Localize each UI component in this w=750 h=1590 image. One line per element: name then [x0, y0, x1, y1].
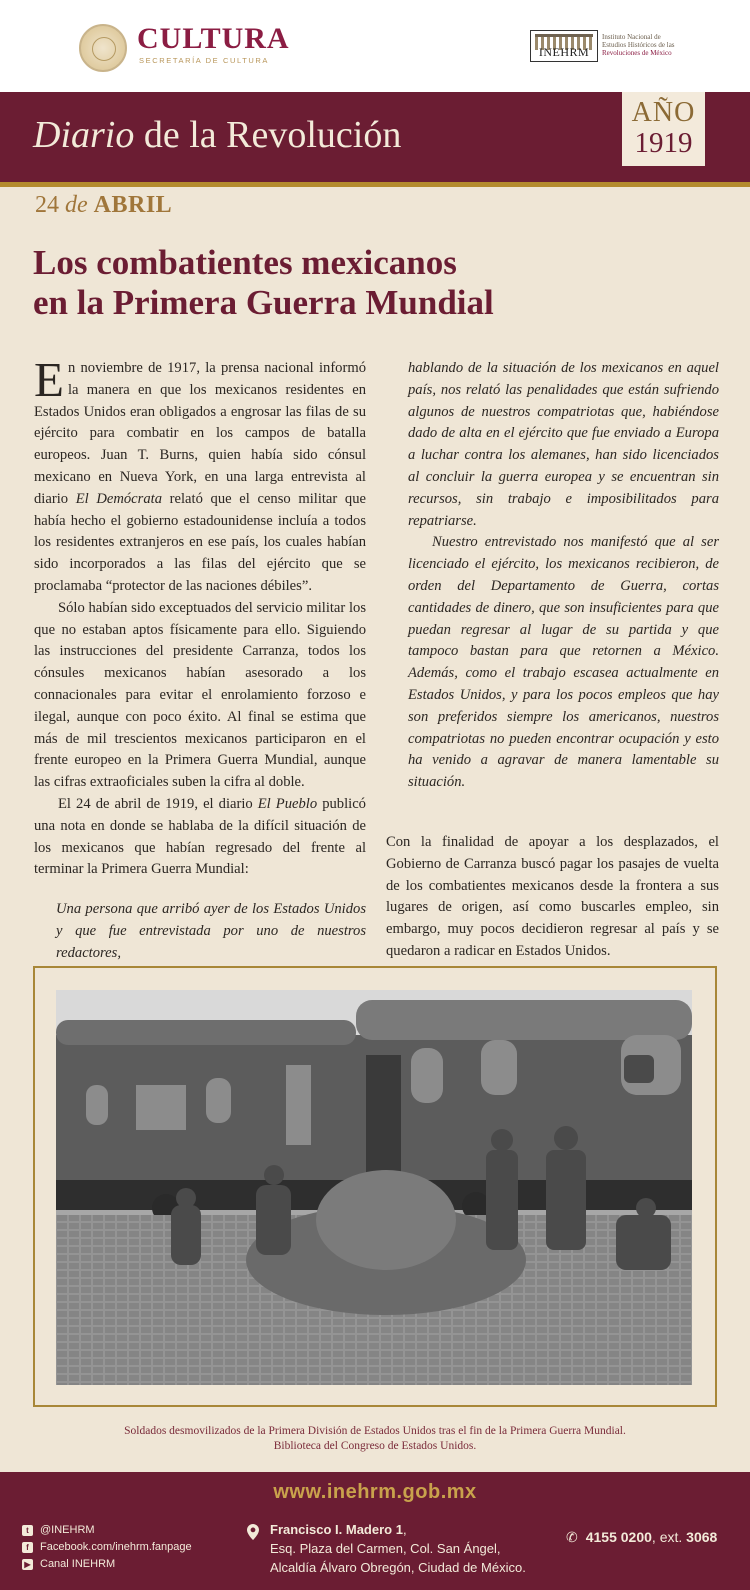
p3-text-a: El 24 de abril de 1919, el diario: [58, 795, 258, 812]
p3-text-b: publicó una nota en donde se hablaba de la difícil situación de los mexicanos que habían regresado del frente al terminar la Primera Guerra Mundial:: [34, 795, 366, 878]
address-line1: [270, 1520, 526, 1539]
year-label: AÑO: [631, 97, 696, 128]
address-street: Francisco I. Madero 1: [270, 1522, 403, 1537]
mexico-seal-icon: [79, 24, 127, 72]
phone-ext-label: , ext.: [651, 1529, 687, 1545]
caption-line1: Soldados desmovilizados de la Primera División de Estados Unidos tras el fin de la Primera Guerra Mundial.: [124, 1425, 626, 1437]
social-links: [22, 1522, 192, 1573]
diario-title-rest: de la Revolución: [134, 114, 402, 156]
twitter-handle: @INEHRM: [40, 1524, 95, 1536]
diario-title-italic: Diario: [33, 114, 135, 156]
address-line3: Alcaldía Álvaro Obregón, Ciudad de México.: [270, 1560, 526, 1575]
phone-block[interactable]: [566, 1529, 717, 1546]
youtube-icon: ▶: [22, 1559, 33, 1570]
paragraph-3: [34, 794, 366, 881]
year-value: 1919: [634, 127, 693, 159]
phone-main: 4155 0200: [585, 1529, 652, 1545]
quote-1-start: Una persona que arribó ayer de los Estados Unidos y que fue entrevistada por uno de nuestros redactores,: [56, 901, 366, 961]
date-month: ABRIL: [93, 192, 173, 218]
phone-icon: ✆: [566, 1529, 578, 1545]
inehrm-desc-line3: Revoluciones de México: [602, 49, 672, 57]
paragraph-2: Sólo habían sido exceptuados del servicio militar los que no estaban aptos físicamente para ello. Siguiendo las instrucciones del presidente Carranza, todos los cónsules mexicanos habían asesorado a los connacionales para evitar el enrolamiento forzoso e ilegal, aunque con poco éxito. Al final se estima que más de mil trescientos mexicanos participaron en el frente europeo en la Primera Guerra Mundial, aunque las cifras extraoficiales suben la cifra al doble.: [34, 599, 366, 791]
paragraph-1: [34, 352, 366, 598]
newspaper-el-democrata: El Demócrata: [75, 490, 162, 507]
headline-line1: Los combatientes mexicanos: [33, 243, 457, 282]
newspaper-el-pueblo: El Pueblo: [257, 795, 318, 812]
entry-date: [35, 192, 172, 219]
p1-text-a: n noviembre de 1917, la prensa nacional informó la manera en que los mexicanos residentes en Estados Unidos eran obligados a engrosar las filas de su ejército para combatir en los campos de batalla europeos. Juan T. Burns, quien había sido cónsul mexicano en Nueva York, en una larga entrevista al diario: [34, 360, 366, 507]
caption-line2: Biblioteca del Congreso de Estados Unidos.: [273, 1440, 477, 1452]
inehrm-description: [602, 33, 675, 57]
website-link[interactable]: www.inehrm.gob.mx: [273, 1481, 477, 1503]
secretaria-label: SECRETARÍA DE CULTURA: [139, 56, 270, 65]
address-block: [250, 1520, 526, 1577]
twitter-link[interactable]: [22, 1522, 192, 1539]
year-box: [622, 92, 705, 166]
facebook-url: Facebook.com/inehrm.fanpage: [40, 1541, 192, 1553]
article-column-left: [34, 352, 366, 965]
photo-caption: [60, 1424, 690, 1454]
footer: [0, 1472, 750, 1590]
address-line2: Esq. Plaza del Carmen, Col. San Ángel,: [270, 1541, 501, 1556]
paragraph-4: Con la finalidad de apoyar a los desplazados, el Gobierno de Carranza buscó pagar los pasajes de vuelta de los combatientes mexicanos desde la frontera a sus lugares de origen, así como buscarles empleo, sin embargo, muy pocos decidieron regresar al país y se quedaron a radicar en Estados Unidos.: [386, 833, 719, 959]
historic-photo: [56, 990, 692, 1385]
location-pin-icon: [247, 1524, 259, 1540]
article-column-right: [386, 358, 719, 963]
inehrm-desc-line1: Instituto Nacional de: [602, 33, 661, 41]
inehrm-logo: [530, 30, 598, 62]
youtube-channel: Canal INEHRM: [40, 1558, 116, 1570]
youtube-link[interactable]: [22, 1556, 192, 1573]
gold-divider: [0, 182, 750, 187]
date-day: 24: [35, 192, 59, 218]
twitter-icon: t: [22, 1525, 33, 1536]
facebook-link[interactable]: [22, 1539, 192, 1556]
quote-1-end: hablando de la situación de los mexicanos en aquel país, nos relató las penalidades que están sufriendo algunos de nuestros compatriotas que, habiéndose dado de alta en el ejército que fue enviado a Europa a luchar contra los alemanes, han sido licenciados al concluir la guerra europea y se encuentran sin recursos, sin trabajo e imposibilitados para repatriarse.: [408, 360, 719, 529]
drop-cap: E: [34, 352, 64, 407]
quote-2: Nuestro entrevistado nos manifestó que al ser licenciado el ejército, los mexicanos recibieron, de orden del Departamento de Guerra, cortas cantidades de dinero, que son insuficientes para que puedan regresar al lugar de su partida y que tampoco bastan para que retornen a México. Además, como el trabajo escasea actualmente en Estados Unidos, y para los pocos empleos que hay son preferidos siempre los americanos, nuestros compatriotas no pueden encontrar ocupación y esto ha venido a agravar de manera lamentable su situación.: [408, 534, 719, 791]
address-comma: ,: [402, 1522, 407, 1537]
p1-text-b: relató que el censo militar que había hecho el gobierno estadounidense incluía a todos los residentes extranjeros en ese país, los cuales habían sido incorporados a las filas del ejército que se proclamaba “protector de las naciones débiles”.: [34, 490, 366, 594]
inehrm-desc-line2: Estudios Históricos de las: [602, 41, 675, 49]
facebook-icon: f: [22, 1542, 33, 1553]
diario-title: [33, 113, 401, 157]
inehrm-acronym: INEHRM: [538, 45, 590, 59]
soldiers-train-image: [56, 990, 692, 1385]
phone-ext: 3068: [686, 1529, 718, 1545]
top-logo-bar: [0, 0, 750, 92]
cultura-logo-text: CULTURA: [137, 22, 290, 55]
headline-line2: en la Primera Guerra Mundial: [33, 283, 494, 322]
article-headline: [33, 243, 673, 323]
date-de: de: [65, 192, 88, 218]
